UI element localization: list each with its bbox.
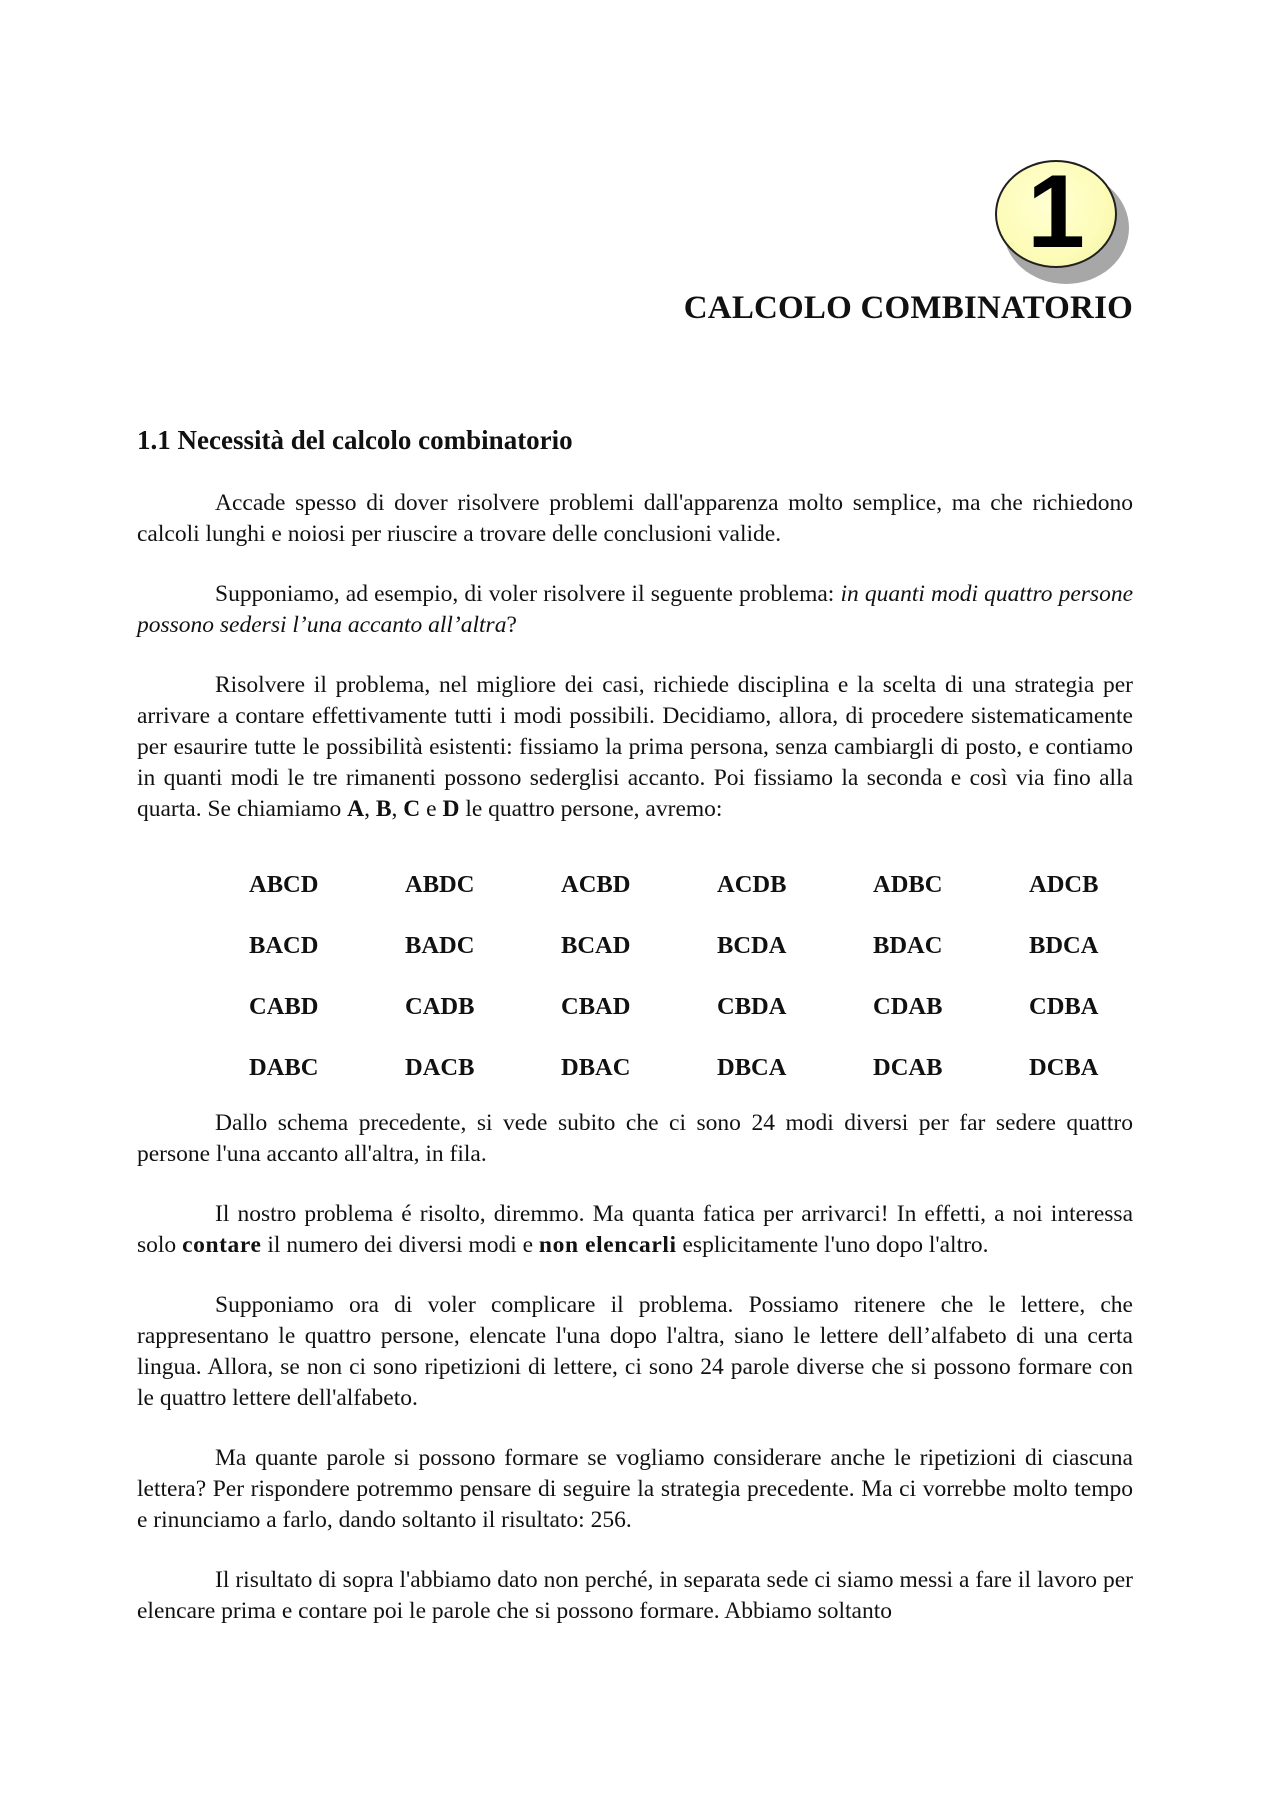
paragraph-3 <box>137 670 1133 825</box>
paragraph-5-end: esplicitamente l'uno dopo l'altro. <box>676 1232 989 1258</box>
permutation-cell: BADC <box>405 931 475 959</box>
body-text <box>137 488 1133 1656</box>
permutation-cell: BDAC <box>873 931 943 959</box>
separator: , <box>364 796 376 822</box>
paragraph-2 <box>137 579 1133 641</box>
paragraph-1: Accade spesso di dover risolvere problemi dall'apparenza molto semplice, ma che richiedono calcoli lunghi e noiosi per riuscire a trovare delle conclusioni valide. <box>137 490 1133 547</box>
permutation-cell: BACD <box>249 931 319 959</box>
paragraph-5-text: Il nostro problema é risolto, diremmo. Ma quanta fatica per arrivarci! In effetti, a noi interessa solo <box>137 1201 1133 1258</box>
permutation-row <box>137 915 1072 976</box>
permutation-cell: DACB <box>405 1053 475 1081</box>
permutation-cell: CADB <box>405 992 475 1020</box>
chapter-number-badge <box>995 154 1133 288</box>
permutation-cell: CBDA <box>717 992 787 1020</box>
paragraph-5-mid: il numero dei diversi modi e <box>261 1232 539 1258</box>
paragraph-5 <box>137 1199 1133 1261</box>
chapter-number: 1 <box>1027 154 1085 270</box>
permutation-cell: BDCA <box>1029 931 1099 959</box>
emphasis-non-elencarli: non elencarli <box>538 1232 677 1258</box>
section-title: 1.1 Necessità del calcolo combinatorio <box>137 425 573 455</box>
permutation-cell: BCAD <box>561 931 631 959</box>
paragraph-3-end: le quattro persone, avremo: <box>459 796 723 822</box>
permutation-cell: BCDA <box>717 931 787 959</box>
paragraph-2-end: ? <box>506 612 517 638</box>
permutations-table <box>137 854 1099 1098</box>
emphasis-contare: contare <box>182 1232 262 1258</box>
permutation-cell: DBCA <box>717 1053 787 1081</box>
chapter-title: CALCOLO COMBINATORIO <box>683 290 1133 326</box>
permutation-cell: DBAC <box>561 1053 631 1081</box>
paragraph-2-italic-question: in quanti modi quattro persone possono sedersi l’una accanto all’altra <box>137 581 1133 638</box>
permutation-cell: DABC <box>249 1053 319 1081</box>
permutation-row <box>137 976 1072 1037</box>
permutation-row <box>137 1037 1072 1098</box>
paragraph-8: Il risultato di sopra l'abbiamo dato non perché, in separata sede ci siamo messi a fare il lavoro per elencare prima e contare poi le parole che si possono formare. Abbiamo soltanto <box>137 1567 1133 1624</box>
letter-b: B <box>375 796 392 822</box>
letter-c: C <box>403 796 421 822</box>
permutation-cell: CBAD <box>561 992 631 1020</box>
paragraph-6: Supponiamo ora di voler complicare il problema. Possiamo ritenere che le lettere, che rappresentano le quattro persone, elencate l'una dopo l'altra, siano le lettere dell’alfabeto di una certa lingua. Allora, se non ci sono ripetizioni di lettere, ci sono 24 parole diverse che si possono formare con le quattro lettere dell'alfabeto. <box>137 1292 1133 1411</box>
permutation-cell: DCAB <box>873 1053 943 1081</box>
permutation-cell: ADBC <box>873 870 943 898</box>
document-page <box>137 0 1133 1811</box>
paragraph-3-text: Risolvere il problema, nel migliore dei casi, richiede disciplina e la scelta di una strategia per arrivare a contare effettivamente tutti i modi possibili. Decidiamo, allora, di procedere sistematicamente per esaurire tutte le possibilità esistenti: fissiamo la prima persona, senza cambiargli di posto, e contiamo in quanti modi le tre rimanenti possono sederglisi accanto. Poi fissiamo la seconda e così via fino alla quarta. Se chiamiamo <box>137 672 1133 822</box>
permutation-cell: CDBA <box>1029 992 1099 1020</box>
permutation-cell: ABCD <box>249 870 319 898</box>
separator: e <box>420 796 443 822</box>
paragraph-2-text: Supponiamo, ad esempio, di voler risolvere il seguente problema: <box>215 581 841 607</box>
letter-a: A <box>347 796 365 822</box>
permutation-cell: DCBA <box>1029 1053 1099 1081</box>
paragraph-4: Dallo schema precedente, si vede subito che ci sono 24 modi diversi per far sedere quattro persone l'una accanto all'altra, in fila. <box>137 1110 1133 1167</box>
permutation-cell: ADCB <box>1029 870 1099 898</box>
letter-d: D <box>442 796 460 822</box>
paragraph-7: Ma quante parole si possono formare se vogliamo considerare anche le ripetizioni di ciascuna lettera? Per rispondere potremmo pensare di seguire la strategia precedente. Ma ci vorrebbe molto tempo e rinunciamo a farlo, dando soltanto il risultato: 256. <box>137 1445 1133 1533</box>
permutation-cell: ACDB <box>717 870 787 898</box>
badge-circle <box>995 154 1117 270</box>
separator: , <box>391 796 404 822</box>
permutation-cell: ABDC <box>405 870 475 898</box>
permutation-row <box>137 854 1072 915</box>
permutation-cell: CDAB <box>873 992 943 1020</box>
permutation-cell: ACBD <box>561 870 631 898</box>
permutation-cell: CABD <box>249 992 319 1020</box>
